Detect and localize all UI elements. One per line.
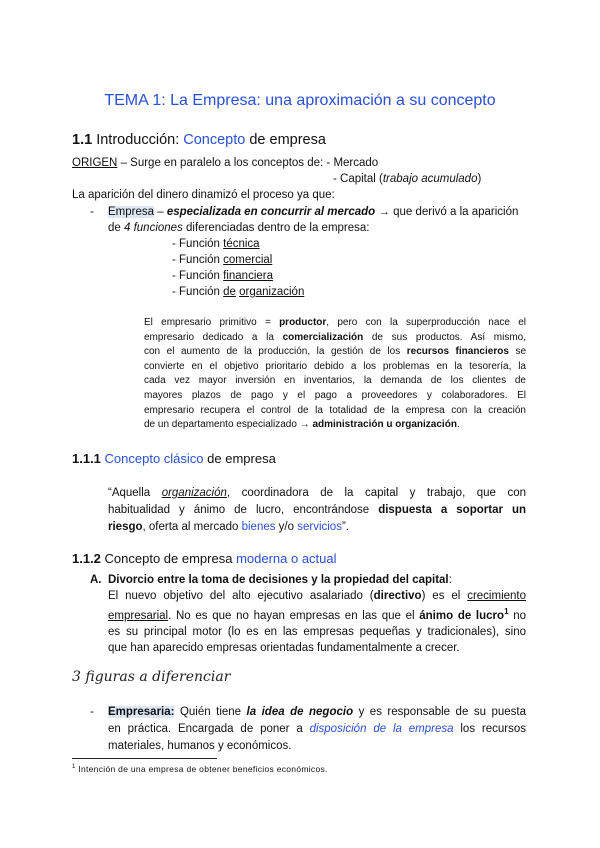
- text: –: [154, 206, 167, 218]
- text: no: [508, 609, 527, 622]
- text: de un departamento especializado →: [144, 419, 313, 431]
- text: - Función: [172, 238, 224, 250]
- heading-highlight: Concepto clásico: [100, 451, 204, 466]
- highlight-text: servicios: [297, 521, 342, 533]
- footnote-number: 1: [72, 764, 76, 771]
- paragraph-line: [108, 588, 526, 604]
- footnote-separator: [72, 758, 217, 759]
- underlined-text: de: [223, 286, 236, 298]
- paragraph-line: convierte en el objetivo prioritario debido a los problemas en la tesorería, la: [144, 360, 526, 372]
- empresa-bullet-line2: [108, 220, 370, 236]
- bold-text: Divorcio entre la toma de decisiones y la propiedad del capital: [108, 574, 449, 586]
- section-1-1-1-heading: [72, 451, 276, 466]
- figuras-heading: 3 figuras a diferenciar: [72, 669, 231, 685]
- bullet-dash: -: [90, 206, 94, 218]
- origen-line: [72, 155, 378, 171]
- text: - Función: [172, 254, 224, 266]
- text: , oferta al mercado: [142, 521, 242, 533]
- text: . No es que no hayan empresas en las que el: [168, 609, 420, 622]
- highlight-italic-text: disposición de la empresa: [309, 723, 454, 735]
- italic-text: trabajo acumulado: [382, 173, 478, 185]
- paragraph-line: materiales, humanos y económicos.: [108, 740, 292, 752]
- heading-text: de empresa: [203, 451, 276, 466]
- paragraph-line: [108, 604, 526, 624]
- underlined-text: crecimiento: [467, 590, 527, 602]
- divorcio-heading: [108, 572, 526, 588]
- text: empresario dedicado a la: [144, 331, 283, 343]
- heading-highlight: moderna o actual: [236, 551, 337, 566]
- bold-text: recursos financieros: [406, 346, 509, 358]
- text: diferenciadas dentro de la empresa:: [182, 222, 370, 234]
- section-1-1-heading: [72, 132, 326, 148]
- italic-underlined-text: organización: [161, 487, 227, 499]
- page-title: TEMA 1: La Empresa: una aproximación a su concepto: [104, 92, 496, 109]
- quote-line: [108, 519, 526, 536]
- heading-highlight: Concepto: [183, 132, 246, 148]
- text: se: [508, 346, 527, 358]
- text: de sus productos. Así mismo,: [363, 331, 527, 343]
- bullet-dash: -: [90, 706, 94, 718]
- quote-line: [108, 502, 526, 519]
- text: ) es el: [421, 590, 468, 602]
- empresaria-highlight: Empresaria:: [108, 706, 175, 718]
- footnote-text: Intención de una empresa de obtener beneficios económicos.: [75, 764, 328, 774]
- text: , pero con la superproducción nace el: [326, 317, 526, 328]
- heading-text: Concepto de empresa: [100, 551, 237, 566]
- text: El empresario primitivo =: [144, 317, 280, 328]
- primitivo-paragraph: [144, 316, 526, 433]
- paragraph-line: que han aparecido empresas orientadas fundamentalmente a crecer.: [108, 641, 460, 654]
- bold-italic-text: la idea de negocio: [246, 706, 354, 718]
- letter: A.: [90, 574, 102, 586]
- section-1-1-2-heading: [72, 551, 337, 566]
- heading-text: Introducción:: [92, 132, 184, 148]
- paragraph-line: es su principal motor (lo es en las empresas pequeñas y tradicionales), sino: [108, 625, 526, 638]
- empresa-highlight: Empresa: [108, 206, 155, 218]
- origen-text: – Surge en paralelo a los conceptos de: - Mercado: [117, 157, 379, 169]
- bold-text: administración u organización: [312, 419, 457, 431]
- origen-capital-line: [333, 171, 481, 187]
- footnote-ref[interactable]: 1: [504, 607, 509, 616]
- text: y es responsable de su puesta: [353, 706, 526, 718]
- bold-text: productor: [279, 317, 327, 328]
- text: Quién tiene: [174, 706, 247, 718]
- bold-text: comercialización: [282, 331, 364, 343]
- origen-label: ORIGEN: [72, 157, 118, 169]
- empresa-bullet-line1: [108, 204, 518, 220]
- underlined-text: técnica: [223, 238, 260, 250]
- bold-text: riesgo: [108, 521, 143, 533]
- text: El nuevo objetivo del alto ejecutivo asalariado (: [108, 590, 374, 602]
- section-number: 1.1.2: [72, 551, 101, 566]
- text: en práctica. Encargada de poner a: [108, 723, 310, 735]
- funcion-item: [172, 252, 272, 268]
- text: con el aumento de la producción, la gestión de los: [144, 346, 407, 358]
- text: - Función: [172, 286, 224, 298]
- text: ”.: [341, 521, 349, 533]
- text: , coordinadora de la capital y trabajo, que con: [226, 487, 526, 499]
- text: de: [108, 222, 124, 234]
- text: - Función: [172, 270, 224, 282]
- quote-line: [108, 485, 526, 502]
- bold-text: dispuesta a soportar un: [378, 504, 526, 516]
- text: :: [448, 574, 452, 586]
- paragraph-line: [108, 704, 526, 721]
- paragraph-line: [144, 418, 526, 433]
- text: - Capital (: [333, 173, 383, 185]
- text: → que derivó a la aparición: [375, 206, 519, 218]
- bold-text: directivo: [373, 590, 422, 602]
- underlined-text: financiera: [223, 270, 274, 282]
- bold-text: ánimo de lucro: [419, 609, 505, 622]
- text: “Aquella: [108, 487, 162, 499]
- section-number: 1.1.1: [72, 451, 101, 466]
- section-number: 1.1: [72, 132, 93, 148]
- bold-italic-text: especializada en concurrir al mercado: [166, 206, 376, 218]
- funcion-item: [172, 268, 273, 284]
- divorcio-block: [108, 572, 526, 656]
- paragraph-line: mayores plazos de pago y el pago a proveedores y colaboradores. El: [144, 389, 526, 401]
- text: ): [477, 173, 482, 185]
- highlight-text: bienes: [241, 521, 276, 533]
- list-letter: [90, 572, 102, 588]
- aparicion-text: La aparición del dinero dinamizó el proceso ya que:: [72, 189, 335, 201]
- text: habitualidad y ánimo de lucro, encontrándose: [108, 504, 379, 516]
- text: los recursos: [453, 723, 527, 735]
- funcion-item: [172, 236, 260, 252]
- classic-definition-quote: [108, 485, 526, 536]
- italic-text: 4 funciones: [124, 222, 183, 234]
- paragraph-line: [144, 345, 526, 360]
- underlined-text: empresarial: [108, 609, 169, 622]
- paragraph-line: [144, 316, 526, 331]
- funcion-item: [172, 284, 304, 300]
- empresaria-block: [108, 704, 526, 755]
- paragraph-line: [144, 331, 526, 346]
- underlined-text: comercial: [223, 254, 273, 266]
- text: y/o: [275, 521, 298, 533]
- heading-text: de empresa: [245, 132, 326, 148]
- underlined-text: organización: [239, 286, 305, 298]
- text: .: [456, 419, 460, 431]
- paragraph-line: cada vez mayor inversión en inventarios, la demanda de los clientes de: [144, 375, 526, 387]
- footnote: [72, 764, 328, 774]
- paragraph-line: [108, 721, 526, 738]
- paragraph-line: empresario recupera el control de la totalidad de la empresa con la creación: [144, 404, 526, 416]
